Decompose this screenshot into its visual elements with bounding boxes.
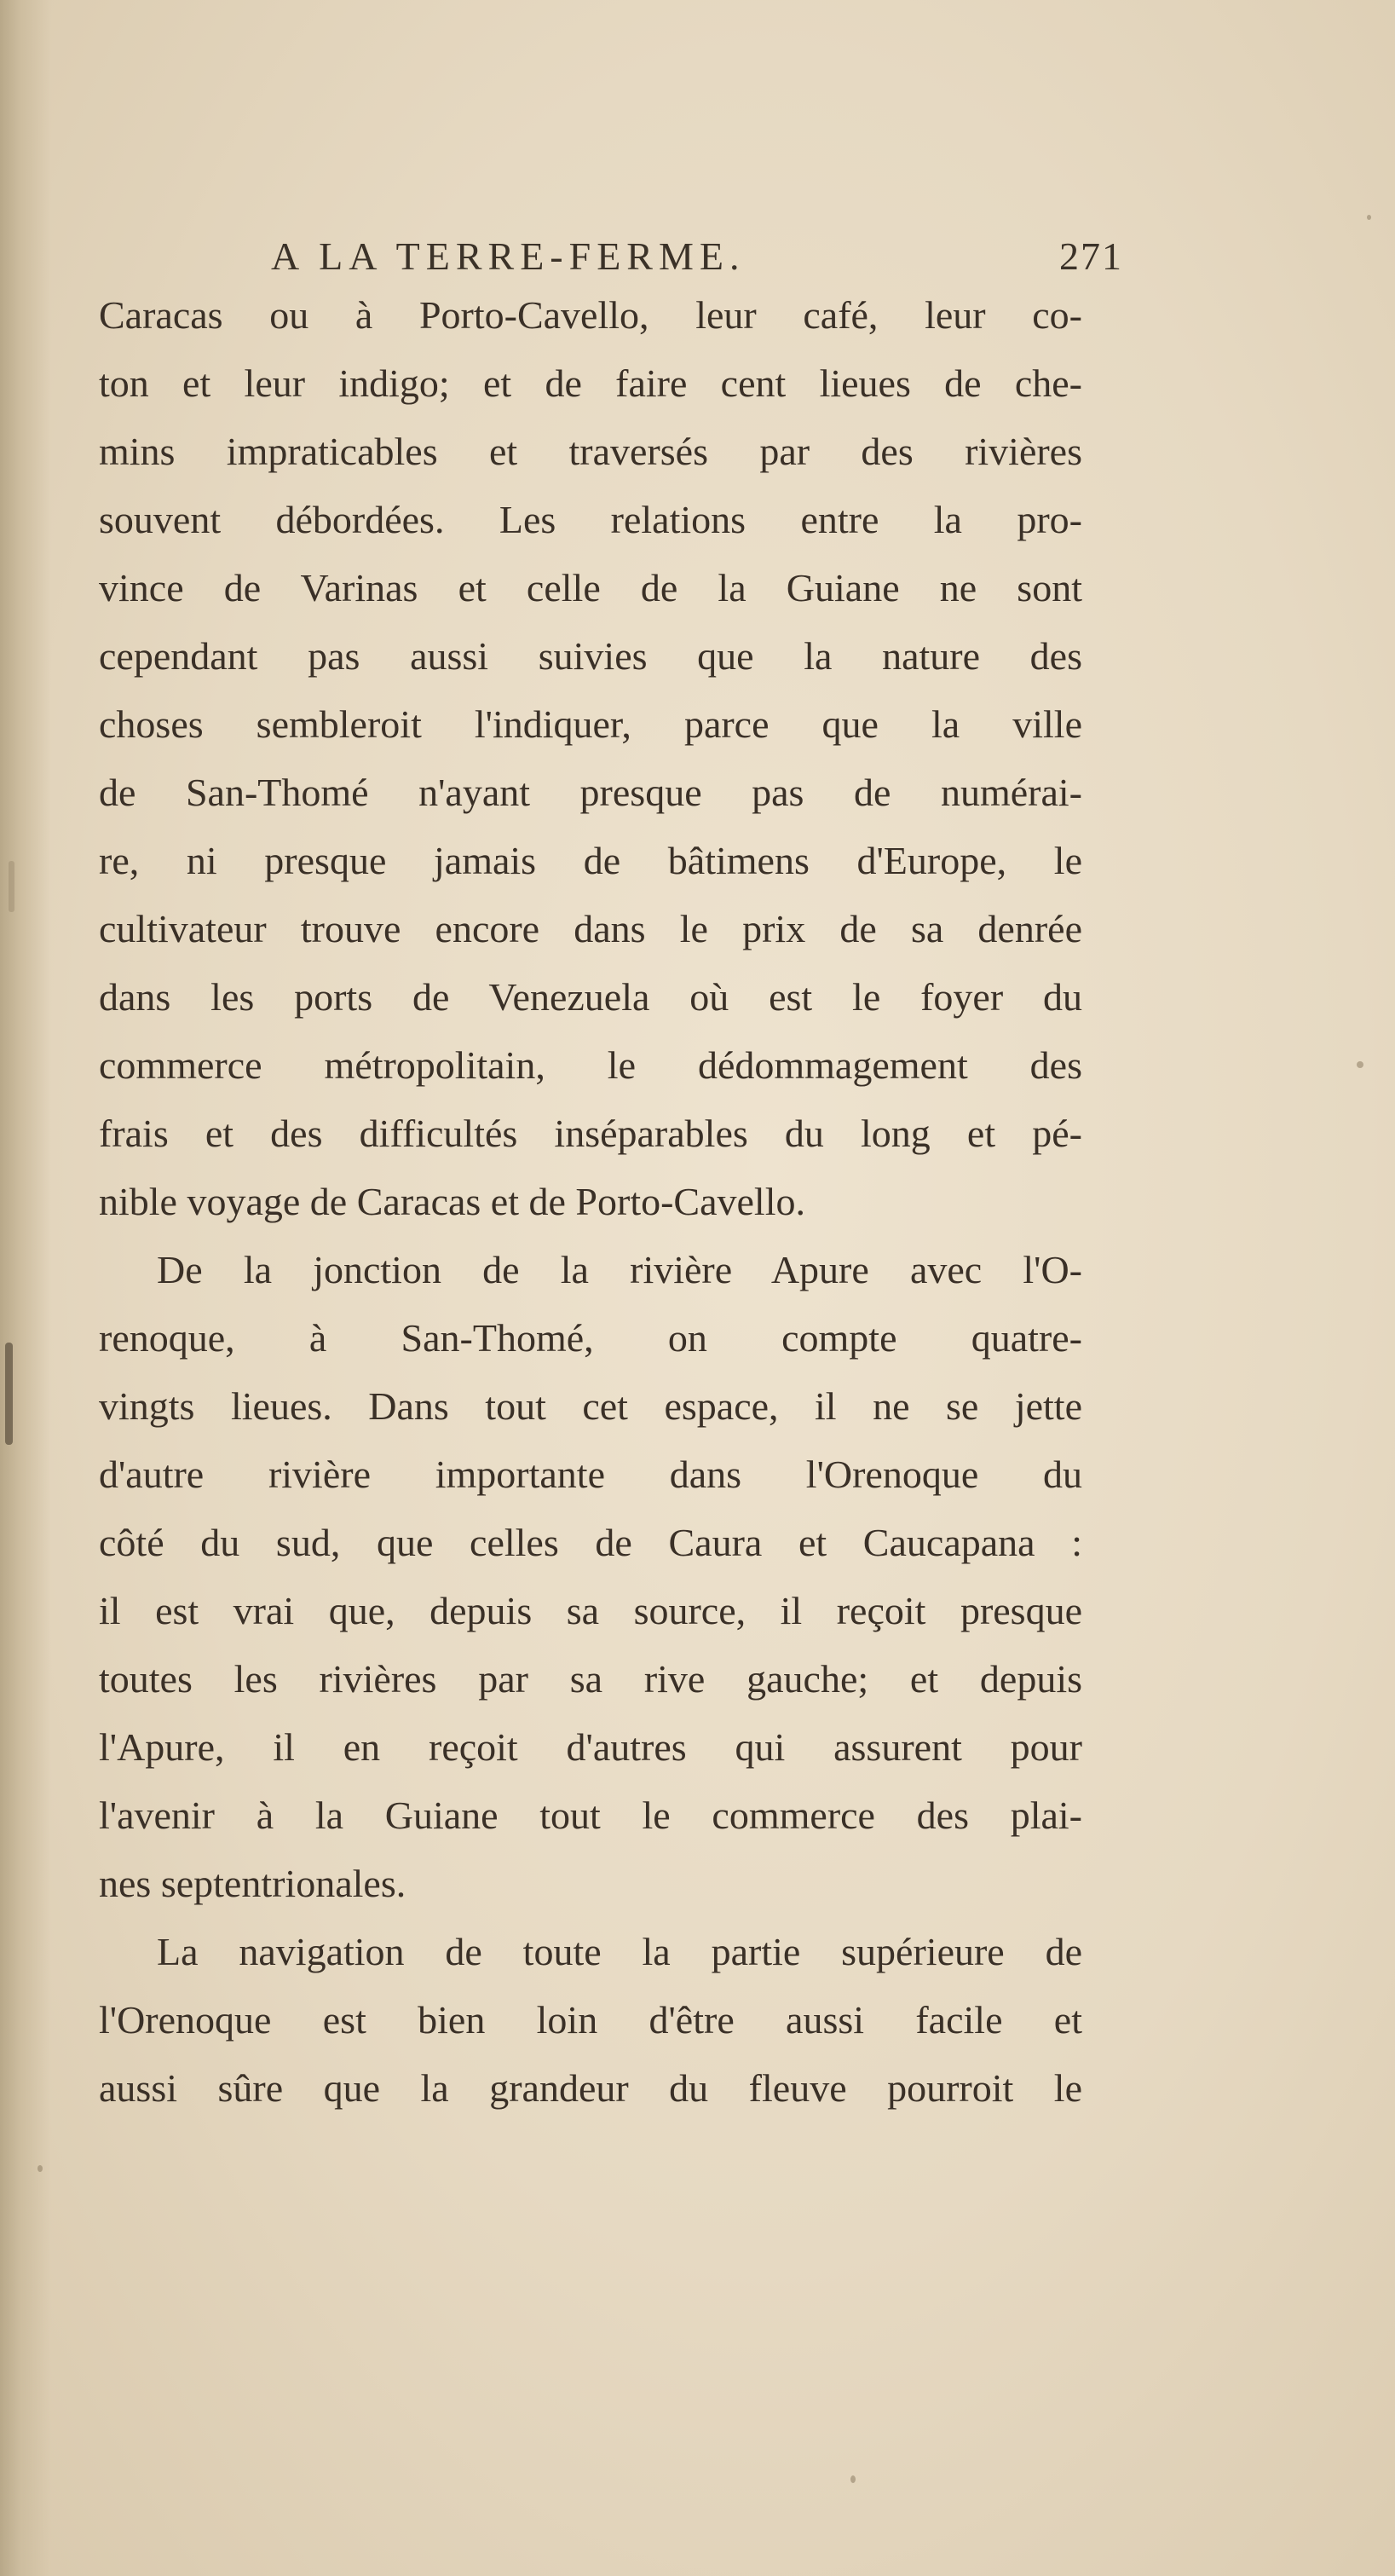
text-line: vingts lieues. Dans tout cet espace, il ne se jette	[99, 1384, 1082, 1428]
page-number: 271	[1059, 234, 1123, 278]
text-line: dans les ports de Venezuela où est le foyer du	[99, 975, 1082, 1019]
text-line: choses sembleroit l'indiquer, parce que la ville	[99, 702, 1082, 746]
text-line: re, ni presque jamais de bâtimens d'Europe, le	[99, 839, 1082, 882]
paper-speck	[1357, 1061, 1363, 1068]
text-line: l'avenir à la Guiane tout le commerce des plai-	[99, 1793, 1082, 1837]
paper-speck	[1367, 215, 1371, 220]
text-line: il est vrai que, depuis sa source, il reçoit presque	[99, 1589, 1082, 1632]
page-header	[271, 223, 1123, 283]
text-line: De la jonction de la rivière Apure avec l'O-	[157, 1248, 1082, 1291]
text-line: frais et des difficultés inséparables du long et pé-	[99, 1112, 1082, 1155]
text-line: La navigation de toute la partie supérieure de	[157, 1930, 1082, 1973]
text-line: renoque, à San-Thomé, on compte quatre-	[99, 1316, 1082, 1360]
paper-speck	[37, 2165, 43, 2172]
running-title: A LA TERRE-FERME.	[271, 234, 746, 278]
text-line: l'Apure, il en reçoit d'autres qui assurent pour	[99, 1725, 1082, 1769]
text-line: nible voyage de Caracas et de Porto-Cavello.	[99, 1180, 805, 1223]
paper-speck	[850, 2475, 856, 2483]
text-line: Caracas ou à Porto-Cavello, leur café, leur co-	[99, 293, 1082, 337]
text-line: côté du sud, que celles de Caura et Caucapana :	[99, 1521, 1082, 1564]
text-line: nes septentrionales.	[99, 1862, 406, 1905]
text-line: cultivateur trouve encore dans le prix de sa denrée	[99, 907, 1082, 950]
text-line: vince de Varinas et celle de la Guiane ne sont	[99, 566, 1082, 609]
text-line: toutes les rivières par sa rive gauche; et depuis	[99, 1657, 1082, 1701]
paper-stain	[9, 861, 14, 912]
text-line: ton et leur indigo; et de faire cent lieues de che-	[99, 361, 1082, 405]
text-line: de San-Thomé n'ayant presque pas de numérai-	[99, 771, 1082, 814]
text-line: l'Orenoque est bien loin d'être aussi facile et	[99, 1998, 1082, 2042]
text-line: cependant pas aussi suivies que la nature des	[99, 634, 1082, 678]
text-line: aussi sûre que la grandeur du fleuve pourroit le	[99, 2066, 1082, 2110]
text-line: mins impraticables et traversés par des rivières	[99, 430, 1082, 473]
text-line: souvent débordées. Les relations entre la pro-	[99, 498, 1082, 541]
text-line: d'autre rivière importante dans l'Orenoque du	[99, 1453, 1082, 1496]
paper-stain	[5, 1343, 13, 1445]
text-line: commerce métropolitain, le dédommagement des	[99, 1043, 1082, 1087]
body-text	[37, 281, 1082, 2123]
